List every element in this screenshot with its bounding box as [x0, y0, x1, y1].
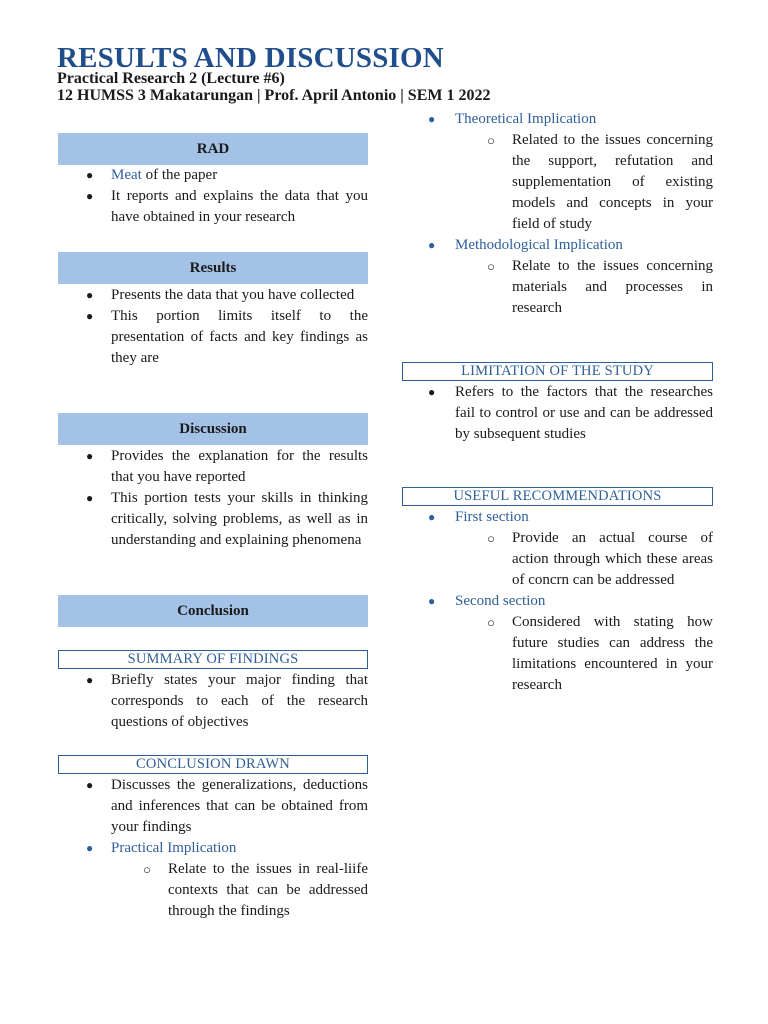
sub-list-item: [402, 612, 713, 696]
results-list: [58, 285, 368, 369]
bullet-icon: ●: [86, 673, 94, 687]
bullet-icon: ●: [428, 510, 436, 524]
circle-bullet-icon: ○: [487, 259, 495, 274]
list-item-text: Discusses the generalizations, deductions and inferences that can be obtained from your findings: [111, 777, 368, 835]
list-item-text: This portion tests your skills in thinking critically, solving problems, as well as in understanding and explaining phenomena: [111, 490, 368, 548]
list-item: [58, 306, 368, 369]
bullet-icon: ●: [86, 189, 94, 203]
sub-list-item: [402, 130, 713, 235]
list-item: [58, 165, 368, 186]
subheading-recommendations: USEFUL RECOMMENDATIONS: [402, 487, 713, 506]
list-item-text: Presents the data that you have collected: [111, 287, 355, 303]
sub-list-item-text: Relate to the issues concerning materials and processes in research: [512, 258, 713, 316]
list-item-text: Provides the explanation for the results that you have reported: [111, 448, 368, 485]
list-item: [58, 446, 368, 488]
list-item-text: Refers to the factors that the researches fail to control or use and can be addressed by subsequent studies: [455, 384, 713, 442]
bullet-icon: ●: [86, 309, 94, 323]
bullet-icon: ●: [86, 841, 94, 855]
page-title: RESULTS AND DISCUSSION: [57, 42, 444, 74]
circle-bullet-icon: ○: [487, 615, 495, 630]
list-item: [58, 285, 368, 306]
list-item-text: First section: [455, 509, 529, 525]
section-heading-results: Results: [58, 252, 368, 284]
sub-list-item-text: Provide an actual course of action through which these areas of concrn can be addressed: [512, 530, 713, 588]
list-item: [402, 235, 713, 256]
subheading-summary-of-findings: SUMMARY OF FINDINGS: [58, 650, 368, 669]
bullet-icon: ●: [428, 594, 436, 608]
sub-list-item-text: Relate to the issues in real-liife contexts that can be addressed through the findings: [168, 861, 368, 919]
highlight-term: Meat: [111, 167, 142, 183]
list-item-text: of the paper: [141, 167, 218, 183]
sub-list-item-text: Related to the issues concerning the support, refutation and supplementation of existing models and concepts in your field of study: [512, 132, 713, 232]
rad-list: [58, 165, 368, 228]
subheading-conclusion-drawn: CONCLUSION DRAWN: [58, 755, 368, 774]
list-item-text: Theoretical Implication: [455, 111, 597, 127]
list-item-text: Briefly states your major finding that corresponds to each of the research questions of objectives: [111, 672, 368, 730]
list-item-text: Second section: [455, 593, 546, 609]
list-item-text: It reports and explains the data that you have obtained in your research: [111, 188, 368, 225]
bullet-icon: ●: [428, 112, 436, 126]
summary-list: [58, 670, 368, 733]
list-item: [402, 507, 713, 528]
list-item: [402, 382, 713, 445]
list-item-text: Methodological Implication: [455, 237, 623, 253]
discussion-list: [58, 446, 368, 551]
page-subtitle: [57, 70, 490, 104]
list-item: [58, 670, 368, 733]
subtitle-course: Practical Research 2 (Lecture #6): [57, 70, 285, 87]
list-item: [58, 488, 368, 551]
bullet-icon: ●: [86, 778, 94, 792]
implication-list: [402, 109, 713, 319]
conclusion-drawn-list: [58, 775, 368, 922]
subtitle-class: 12 HUMSS 3 Makatarungan | Prof. April Antonio | SEM 1 2022: [57, 87, 491, 104]
bullet-icon: ●: [86, 491, 94, 505]
recommendations-list: [402, 507, 713, 696]
section-heading-rad: RAD: [58, 133, 368, 165]
list-item: [58, 838, 368, 859]
circle-bullet-icon: ○: [487, 531, 495, 546]
limitation-list: [402, 382, 713, 445]
section-heading-conclusion: Conclusion: [58, 595, 368, 627]
bullet-icon: ●: [86, 288, 94, 302]
sub-list-item: [402, 528, 713, 591]
list-item: [402, 109, 713, 130]
subheading-limitation: LIMITATION OF THE STUDY: [402, 362, 713, 381]
circle-bullet-icon: ○: [487, 133, 495, 148]
bullet-icon: ●: [428, 238, 436, 252]
list-item-text: Practical Implication: [111, 840, 237, 856]
sub-list-item-text: Considered with stating how future studies can address the limitations encountered in your research: [512, 614, 713, 693]
list-item-text: This portion limits itself to the presentation of facts and key findings as they are: [111, 308, 368, 366]
list-item: [58, 186, 368, 228]
list-item: [58, 775, 368, 838]
sub-list-item: [402, 256, 713, 319]
bullet-icon: ●: [428, 385, 436, 399]
bullet-icon: ●: [86, 449, 94, 463]
bullet-icon: ●: [86, 168, 94, 182]
list-item: [402, 591, 713, 612]
section-heading-discussion: Discussion: [58, 413, 368, 445]
sub-list-item: [58, 859, 368, 922]
circle-bullet-icon: ○: [143, 862, 151, 877]
